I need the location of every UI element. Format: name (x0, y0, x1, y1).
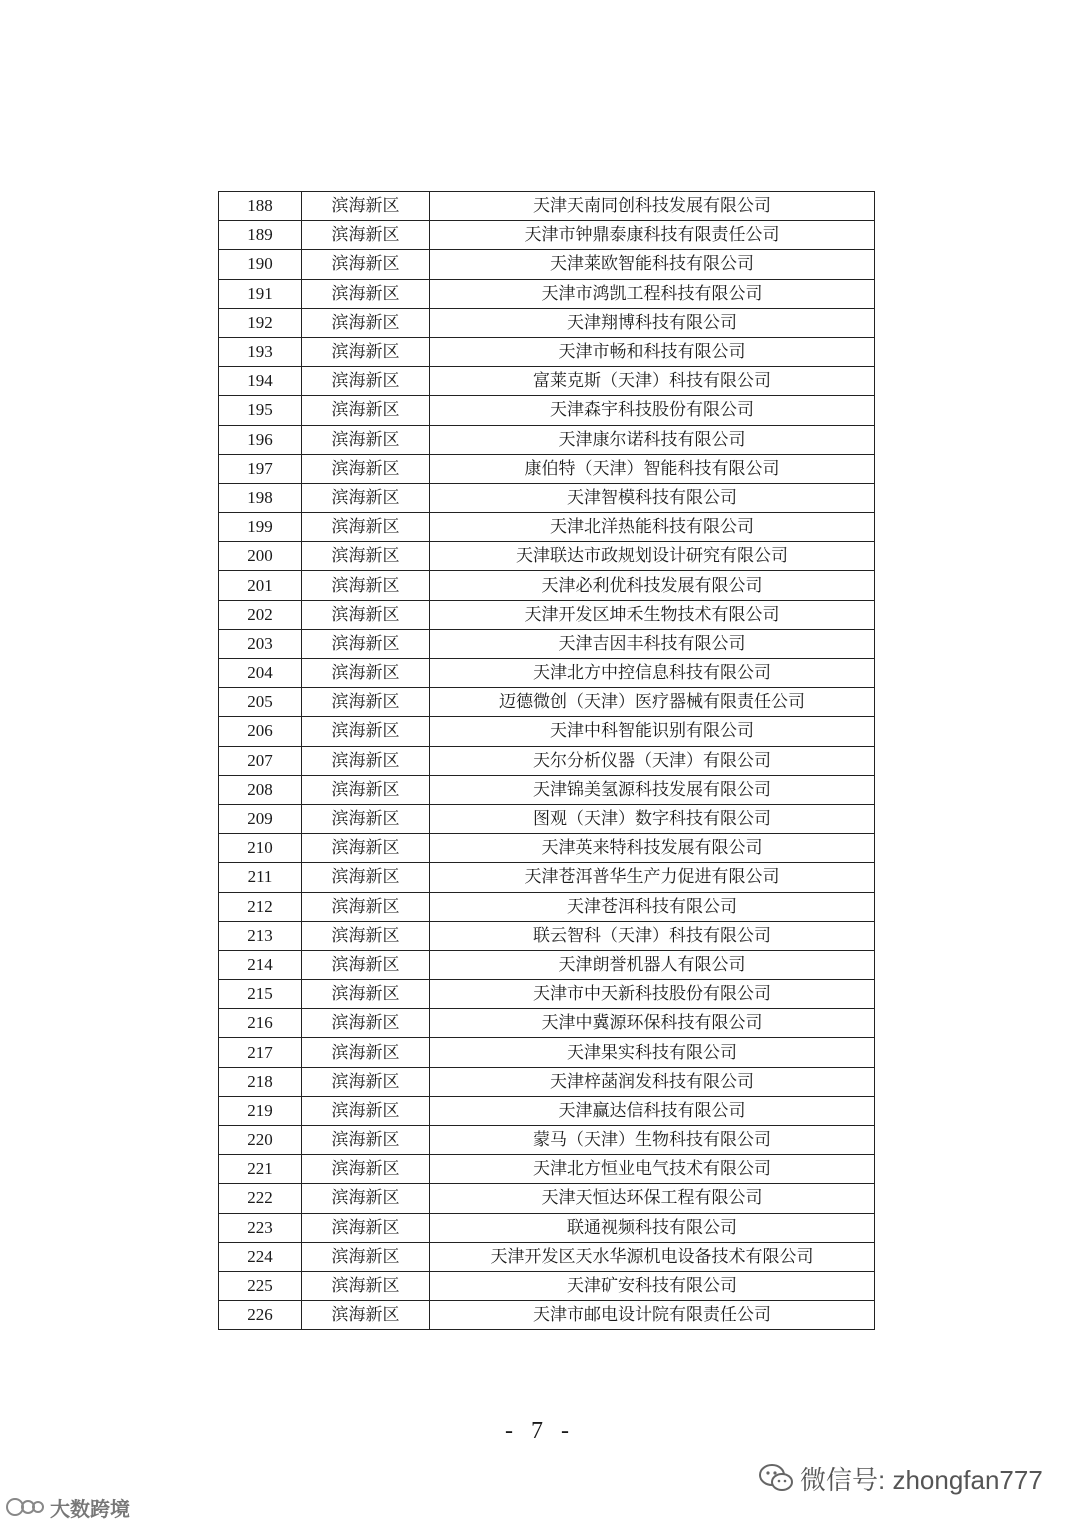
company-name-cell: 天津矿安科技有限公司 (430, 1271, 875, 1300)
table-row (219, 834, 875, 863)
company-name-cell: 天津果实科技有限公司 (430, 1038, 875, 1067)
company-name-cell: 天津赢达信科技有限公司 (430, 1096, 875, 1125)
company-name-cell: 天津天南同创科技发展有限公司 (430, 192, 875, 221)
company-name-cell: 天津必利优科技发展有限公司 (430, 571, 875, 600)
company-name-cell: 天津森宇科技股份有限公司 (430, 396, 875, 425)
row-number-cell: 197 (219, 454, 302, 483)
company-name-cell: 蒙马（天津）生物科技有限公司 (430, 1126, 875, 1155)
row-number-cell: 192 (219, 308, 302, 337)
company-name-cell: 天津北方恒业电气技术有限公司 (430, 1155, 875, 1184)
table-row (219, 1009, 875, 1038)
table-row (219, 483, 875, 512)
table-row (219, 1271, 875, 1300)
district-cell: 滨海新区 (302, 1213, 430, 1242)
company-name-cell: 天津北洋热能科技有限公司 (430, 513, 875, 542)
row-number-cell: 220 (219, 1126, 302, 1155)
company-name-cell: 天津市中天新科技股份有限公司 (430, 980, 875, 1009)
table-row (219, 1126, 875, 1155)
table-row (219, 1184, 875, 1213)
row-number-cell: 225 (219, 1271, 302, 1300)
company-name-cell: 天津市鸿凯工程科技有限公司 (430, 279, 875, 308)
company-name-cell: 康伯特（天津）智能科技有限公司 (430, 454, 875, 483)
district-cell: 滨海新区 (302, 192, 430, 221)
district-cell: 滨海新区 (302, 454, 430, 483)
row-number-cell: 203 (219, 629, 302, 658)
company-name-cell: 联云智科（天津）科技有限公司 (430, 921, 875, 950)
company-name-cell: 天津联达市政规划设计研究有限公司 (430, 542, 875, 571)
company-name-cell: 天津锦美氢源科技发展有限公司 (430, 775, 875, 804)
district-cell: 滨海新区 (302, 279, 430, 308)
table-row (219, 629, 875, 658)
row-number-cell: 191 (219, 279, 302, 308)
row-number-cell: 198 (219, 483, 302, 512)
row-number-cell: 204 (219, 659, 302, 688)
company-name-cell: 天津苍洱普华生产力促进有限公司 (430, 863, 875, 892)
row-number-cell: 219 (219, 1096, 302, 1125)
district-cell: 滨海新区 (302, 571, 430, 600)
row-number-cell: 216 (219, 1009, 302, 1038)
district-cell: 滨海新区 (302, 892, 430, 921)
table-row (219, 192, 875, 221)
table-row (219, 221, 875, 250)
company-name-cell: 天津吉因丰科技有限公司 (430, 629, 875, 658)
district-cell: 滨海新区 (302, 980, 430, 1009)
table-row (219, 454, 875, 483)
district-cell: 滨海新区 (302, 483, 430, 512)
company-name-cell: 天津英来特科技发展有限公司 (430, 834, 875, 863)
company-name-cell: 富莱克斯（天津）科技有限公司 (430, 367, 875, 396)
district-cell: 滨海新区 (302, 221, 430, 250)
row-number-cell: 226 (219, 1301, 302, 1330)
table-row (219, 279, 875, 308)
company-name-cell: 天津翔博科技有限公司 (430, 308, 875, 337)
brand-watermark (6, 1492, 130, 1522)
row-number-cell: 217 (219, 1038, 302, 1067)
company-name-cell: 天津苍洱科技有限公司 (430, 892, 875, 921)
row-number-cell: 222 (219, 1184, 302, 1213)
row-number-cell: 207 (219, 746, 302, 775)
row-number-cell: 212 (219, 892, 302, 921)
table-row (219, 775, 875, 804)
table-row (219, 1067, 875, 1096)
district-cell: 滨海新区 (302, 629, 430, 658)
table-row (219, 892, 875, 921)
row-number-cell: 208 (219, 775, 302, 804)
company-name-cell: 天津天恒达环保工程有限公司 (430, 1184, 875, 1213)
table-row (219, 717, 875, 746)
table-row (219, 571, 875, 600)
district-cell: 滨海新区 (302, 396, 430, 425)
table-row (219, 950, 875, 979)
company-name-cell: 天津中冀源环保科技有限公司 (430, 1009, 875, 1038)
district-cell: 滨海新区 (302, 542, 430, 571)
district-cell: 滨海新区 (302, 1067, 430, 1096)
row-number-cell: 188 (219, 192, 302, 221)
company-name-cell: 天津梓菡润发科技有限公司 (430, 1067, 875, 1096)
table-row (219, 1242, 875, 1271)
row-number-cell: 214 (219, 950, 302, 979)
table-row (219, 308, 875, 337)
company-name-cell: 天津市钟鼎泰康科技有限责任公司 (430, 221, 875, 250)
table-row (219, 746, 875, 775)
row-number-cell: 199 (219, 513, 302, 542)
table-row (219, 804, 875, 833)
row-number-cell: 215 (219, 980, 302, 1009)
district-cell: 滨海新区 (302, 717, 430, 746)
company-name-cell: 天津康尔诺科技有限公司 (430, 425, 875, 454)
row-number-cell: 223 (219, 1213, 302, 1242)
row-number-cell: 218 (219, 1067, 302, 1096)
district-cell: 滨海新区 (302, 1271, 430, 1300)
table-row (219, 600, 875, 629)
table-row (219, 250, 875, 279)
district-cell: 滨海新区 (302, 804, 430, 833)
row-number-cell: 202 (219, 600, 302, 629)
district-cell: 滨海新区 (302, 950, 430, 979)
row-number-cell: 224 (219, 1242, 302, 1271)
district-cell: 滨海新区 (302, 688, 430, 717)
company-list-table (218, 191, 875, 1330)
district-cell: 滨海新区 (302, 1038, 430, 1067)
table-row (219, 1301, 875, 1330)
district-cell: 滨海新区 (302, 1096, 430, 1125)
table-row (219, 1038, 875, 1067)
table-row (219, 980, 875, 1009)
company-name-cell: 图观（天津）数字科技有限公司 (430, 804, 875, 833)
district-cell: 滨海新区 (302, 659, 430, 688)
company-name-cell: 天津市畅和科技有限公司 (430, 337, 875, 366)
row-number-cell: 205 (219, 688, 302, 717)
company-name-cell: 天津开发区天水华源机电设备技术有限公司 (430, 1242, 875, 1271)
district-cell: 滨海新区 (302, 1155, 430, 1184)
district-cell: 滨海新区 (302, 250, 430, 279)
page-number: - 7 - (505, 1418, 575, 1444)
row-number-cell: 190 (219, 250, 302, 279)
company-name-cell: 天津开发区坤禾生物技术有限公司 (430, 600, 875, 629)
table-row (219, 542, 875, 571)
table-row (219, 367, 875, 396)
district-cell: 滨海新区 (302, 834, 430, 863)
row-number-cell: 189 (219, 221, 302, 250)
district-cell: 滨海新区 (302, 1184, 430, 1213)
row-number-cell: 196 (219, 425, 302, 454)
row-number-cell: 213 (219, 921, 302, 950)
row-number-cell: 211 (219, 863, 302, 892)
district-cell: 滨海新区 (302, 308, 430, 337)
table-row (219, 1155, 875, 1184)
table-row (219, 396, 875, 425)
table-row (219, 425, 875, 454)
district-cell: 滨海新区 (302, 1242, 430, 1271)
district-cell: 滨海新区 (302, 1301, 430, 1330)
table-row (219, 863, 875, 892)
district-cell: 滨海新区 (302, 746, 430, 775)
wechat-watermark (758, 1458, 1043, 1498)
brand-logo-icon (6, 1496, 46, 1518)
company-name-cell: 天津朗誉机器人有限公司 (430, 950, 875, 979)
district-cell: 滨海新区 (302, 1126, 430, 1155)
row-number-cell: 209 (219, 804, 302, 833)
district-cell: 滨海新区 (302, 775, 430, 804)
table-row (219, 513, 875, 542)
company-name-cell: 天津智模科技有限公司 (430, 483, 875, 512)
district-cell: 滨海新区 (302, 1009, 430, 1038)
row-number-cell: 195 (219, 396, 302, 425)
company-name-cell: 天尔分析仪器（天津）有限公司 (430, 746, 875, 775)
company-name-cell: 天津莱欧智能科技有限公司 (430, 250, 875, 279)
table-row (219, 1096, 875, 1125)
company-name-cell: 联通视频科技有限公司 (430, 1213, 875, 1242)
table-row (219, 1213, 875, 1242)
row-number-cell: 194 (219, 367, 302, 396)
wechat-id-text: 微信号: zhongfan777 (800, 1464, 1043, 1495)
district-cell: 滨海新区 (302, 337, 430, 366)
table-row (219, 688, 875, 717)
wechat-icon (758, 1463, 794, 1493)
company-name-cell: 天津市邮电设计院有限责任公司 (430, 1301, 875, 1330)
company-name-cell: 迈德微创（天津）医疗器械有限责任公司 (430, 688, 875, 717)
row-number-cell: 193 (219, 337, 302, 366)
table-row (219, 921, 875, 950)
district-cell: 滨海新区 (302, 367, 430, 396)
company-list-body (219, 192, 875, 1330)
row-number-cell: 201 (219, 571, 302, 600)
district-cell: 滨海新区 (302, 600, 430, 629)
row-number-cell: 206 (219, 717, 302, 746)
row-number-cell: 210 (219, 834, 302, 863)
company-name-cell: 天津中科智能识别有限公司 (430, 717, 875, 746)
district-cell: 滨海新区 (302, 863, 430, 892)
district-cell: 滨海新区 (302, 425, 430, 454)
table-row (219, 659, 875, 688)
table-row (219, 337, 875, 366)
district-cell: 滨海新区 (302, 921, 430, 950)
district-cell: 滨海新区 (302, 513, 430, 542)
row-number-cell: 221 (219, 1155, 302, 1184)
company-name-cell: 天津北方中控信息科技有限公司 (430, 659, 875, 688)
brand-text: 大数跨境 (50, 1498, 130, 1521)
row-number-cell: 200 (219, 542, 302, 571)
